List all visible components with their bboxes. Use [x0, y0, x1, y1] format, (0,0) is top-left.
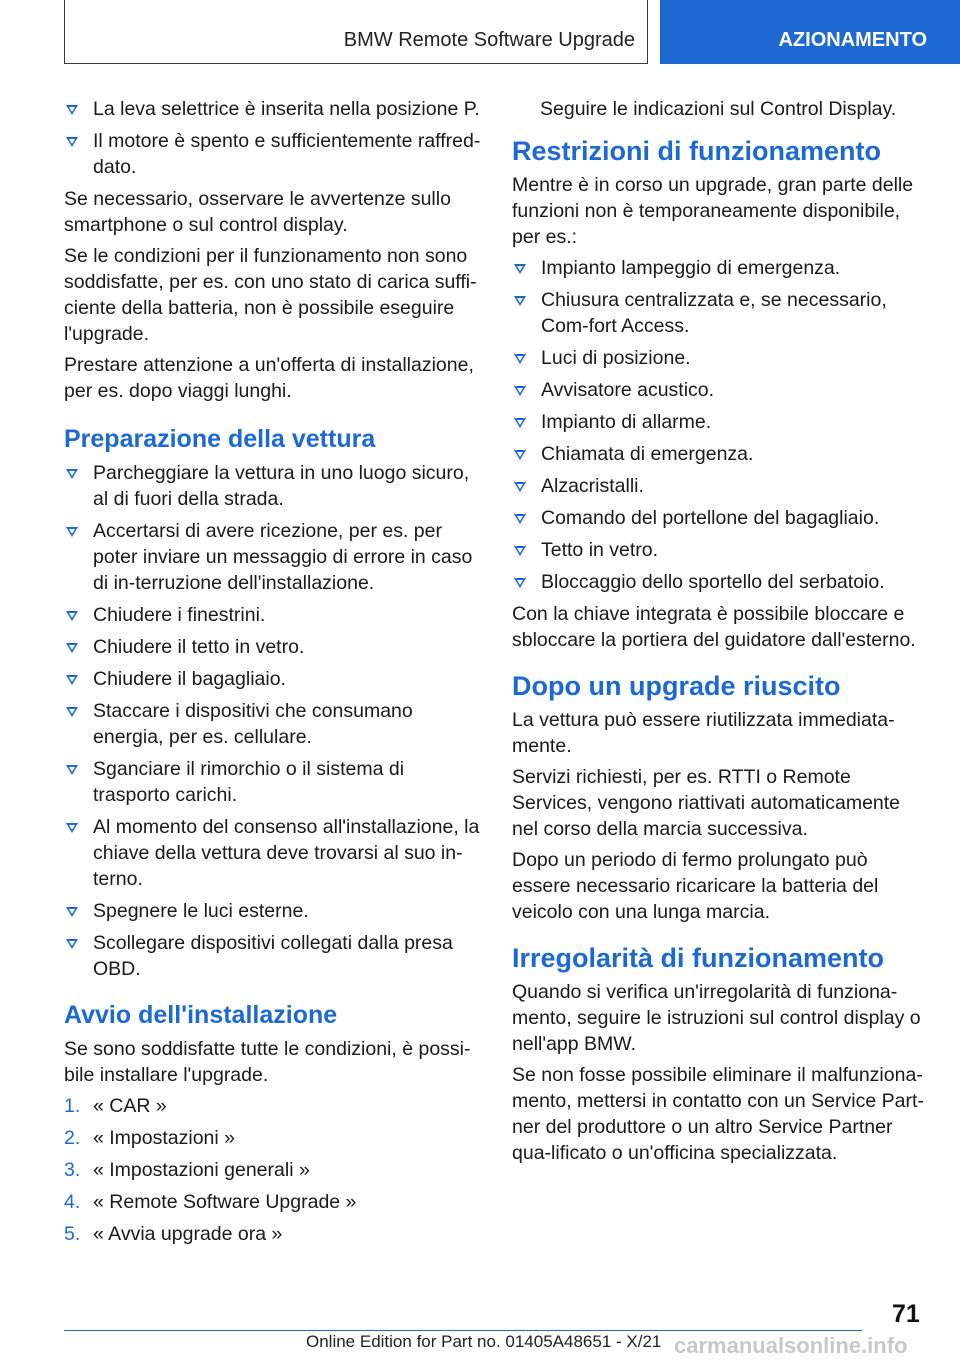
- list-item: Luci di posizione.: [512, 345, 930, 371]
- list-item: Impianto di allarme.: [512, 409, 930, 435]
- header-section-title: BMW Remote Software Upgrade: [343, 29, 635, 51]
- list-item: La leva selettrice è inserita nella posizione P.: [64, 96, 482, 122]
- section-heading-after-upgrade: Dopo un upgrade riuscito: [512, 671, 841, 701]
- triangle-bullet-icon: [66, 907, 78, 917]
- condition-list: [64, 96, 482, 180]
- list-item: Chiudere il bagagliaio.: [64, 666, 482, 692]
- triangle-bullet-icon: [66, 137, 78, 147]
- section-heading-preparation: Preparazione della vettura: [64, 425, 376, 453]
- installation-steps: [64, 1093, 482, 1247]
- step-item: 3. « Impostazioni generali »: [64, 1159, 310, 1181]
- triangle-bullet-icon: [514, 514, 526, 524]
- paragraph: Dopo un periodo di fermo prolungato può essere necessario ricaricare la batteria del veicolo con una lunga marcia.: [512, 849, 879, 923]
- list-item: Scollegare dispositivi collegati dalla presa OBD.: [64, 930, 482, 982]
- list-item: Tetto in vetro.: [512, 537, 930, 563]
- list-item: Sganciare il rimorchio o il sistema di trasporto carichi.: [64, 756, 482, 808]
- triangle-bullet-icon: [66, 469, 78, 479]
- list-item: Chiamata di emergenza.: [512, 441, 930, 467]
- triangle-bullet-icon: [66, 527, 78, 537]
- step-number: 5.: [64, 1223, 81, 1245]
- triangle-bullet-icon: [66, 939, 78, 949]
- triangle-bullet-icon: [66, 611, 78, 621]
- paragraph: Con la chiave integrata è possibile bloccare e sbloccare la portiera del guidatore dall'esterno.: [512, 603, 916, 651]
- watermark: carmanualsonline.info: [674, 1333, 908, 1358]
- step-item: 5. « Avvia upgrade ora »: [64, 1223, 283, 1245]
- triangle-bullet-icon: [514, 482, 526, 492]
- paragraph: La vettura può essere riutilizzata immediata-mente.: [512, 709, 895, 757]
- step-number: 3.: [64, 1159, 81, 1181]
- list-item: Il motore è spento e sufficientemente raffred-dato.: [64, 128, 482, 180]
- step-number: 2.: [64, 1127, 81, 1149]
- step-number: 1.: [64, 1095, 81, 1117]
- triangle-bullet-icon: [514, 546, 526, 556]
- paragraph: Se necessario, osservare le avvertenze sullo smartphone o sul control display.: [64, 188, 451, 236]
- triangle-bullet-icon: [66, 675, 78, 685]
- step-item: 1. « CAR »: [64, 1095, 167, 1117]
- section-heading-restrictions: Restrizioni di funzionamento: [512, 136, 881, 166]
- page-number: 71: [892, 1300, 920, 1328]
- preparation-list: [64, 460, 482, 982]
- list-item: Accertarsi di avere ricezione, per es. per poter inviare un messaggio di errore in caso di in-terruzione dell'installazione.: [64, 518, 482, 596]
- step-number: 4.: [64, 1191, 81, 1213]
- triangle-bullet-icon: [514, 264, 526, 274]
- list-item: Al momento del consenso all'installazione, la chiave della vettura deve trovarsi al suo in-terno.: [64, 814, 482, 892]
- step-continuation: Seguire le indicazioni sul Control Display.: [540, 98, 897, 120]
- paragraph: Quando si verifica un'irregolarità di funziona-mento, seguire le istruzioni sul control display o nell'app BMW.: [512, 981, 921, 1055]
- list-item: Comando del portellone del bagagliaio.: [512, 505, 930, 531]
- list-item: Impianto lampeggio di emergenza.: [512, 255, 930, 281]
- triangle-bullet-icon: [514, 450, 526, 460]
- list-item: Spegnere le luci esterne.: [64, 898, 482, 924]
- paragraph: Se sono soddisfatte tutte le condizioni, è possi-bile installare l'upgrade.: [64, 1038, 471, 1086]
- list-item: Bloccaggio dello sportello del serbatoio.: [512, 569, 930, 595]
- header-chapter-tab: [660, 0, 960, 64]
- list-item: Chiudere il tetto in vetro.: [64, 634, 482, 660]
- triangle-bullet-icon: [514, 386, 526, 396]
- list-item: Parcheggiare la vettura in uno luogo sicuro, al di fuori della strada.: [64, 460, 482, 512]
- paragraph: Mentre è in corso un upgrade, gran parte delle funzioni non è temporaneamente disponibile, per es.:: [512, 174, 914, 248]
- right-column: [512, 96, 930, 1171]
- list-item: Alzacristalli.: [512, 473, 930, 499]
- footer-divider: [64, 1330, 862, 1331]
- section-heading-installation: Avvio dell'installazione: [64, 1001, 338, 1029]
- list-item: Chiusura centralizzata e, se necessario, Com-fort Access.: [512, 287, 930, 339]
- paragraph: Se non fosse possibile eliminare il malfunziona-mento, mettersi in contatto con un Service Part-ner del produttore o un altro Service Partner qua-lificato o un'officina specializzata.: [512, 1064, 924, 1164]
- paragraph: Prestare attenzione a un'offerta di installazione, per es. dopo viaggi lunghi.: [64, 354, 474, 402]
- header-section-box: [64, 0, 648, 64]
- section-heading-malfunction: Irregolarità di funzionamento: [512, 943, 885, 973]
- list-item: Staccare i dispositivi che consumano energia, per es. cellulare.: [64, 698, 482, 750]
- triangle-bullet-icon: [514, 418, 526, 428]
- triangle-bullet-icon: [66, 707, 78, 717]
- list-item: Avvisatore acustico.: [512, 377, 930, 403]
- paragraph: Servizi richiesti, per es. RTTI o Remote Services, vengono riattivati automaticamente nel corso della marcia successiva.: [512, 766, 901, 840]
- step-item: 2. « Impostazioni »: [64, 1127, 235, 1149]
- triangle-bullet-icon: [66, 765, 78, 775]
- triangle-bullet-icon: [66, 823, 78, 833]
- left-column: [64, 96, 482, 1253]
- restrictions-list: [512, 255, 930, 595]
- triangle-bullet-icon: [66, 643, 78, 653]
- header-chapter-title: AZIONAMENTO: [778, 29, 927, 51]
- triangle-bullet-icon: [66, 105, 78, 115]
- step-item: 4. « Remote Software Upgrade »: [64, 1191, 357, 1213]
- list-item: Chiudere i finestrini.: [64, 602, 482, 628]
- paragraph: Se le condizioni per il funzionamento non sono soddisfatte, per es. con uno stato di carica suffi-ciente della batteria, non è possibile eseguire l'upgrade.: [64, 245, 477, 345]
- footer-edition: Online Edition for Part no. 01405A48651 - X/21: [306, 1332, 662, 1351]
- triangle-bullet-icon: [514, 354, 526, 364]
- triangle-bullet-icon: [514, 296, 526, 306]
- triangle-bullet-icon: [514, 578, 526, 588]
